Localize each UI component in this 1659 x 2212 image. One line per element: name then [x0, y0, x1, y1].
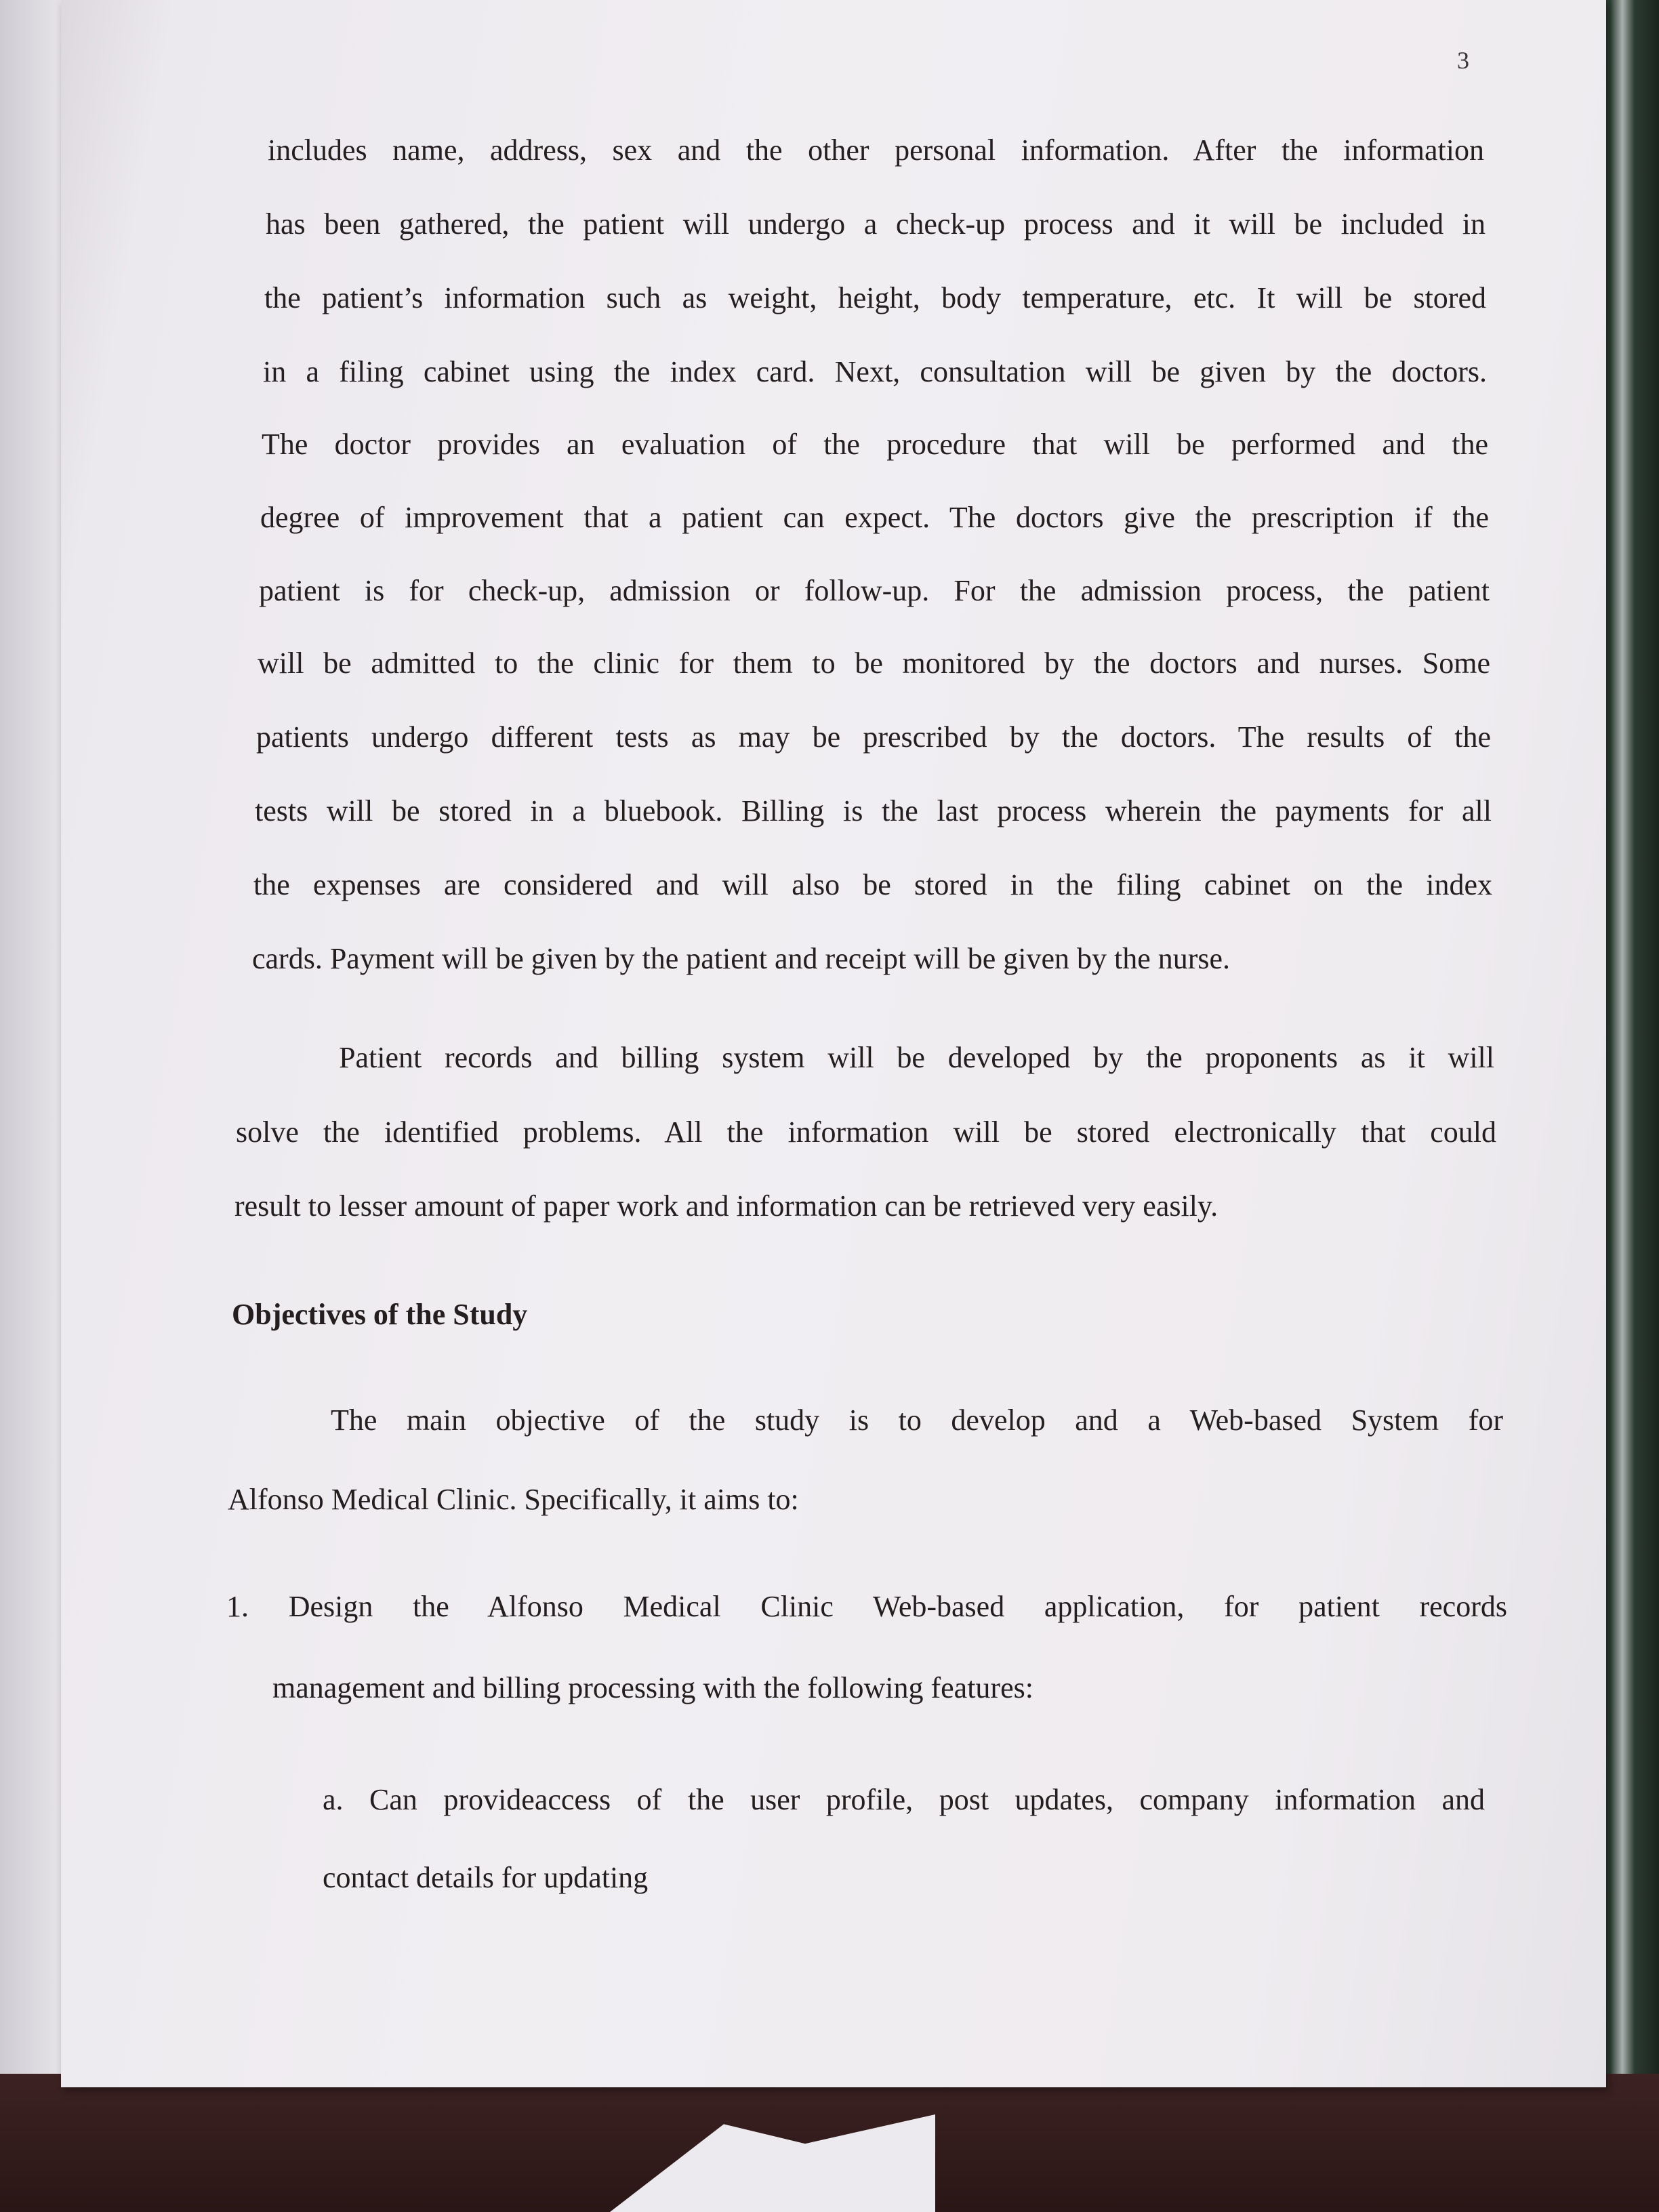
page-number: 3 — [1457, 47, 1469, 74]
paragraph-line: the expenses are considered and will also be stored in the filing cabinet on the index — [253, 868, 1492, 901]
paragraph-line: Patient records and billing system will be developed by the proponents as it will — [339, 1041, 1494, 1074]
paragraph-line: includes name, address, sex and the other personal information. After the information — [268, 134, 1484, 167]
paragraph-line: solve the identified problems. All the information will be stored electronically that could — [236, 1115, 1496, 1149]
section-heading: Objectives of the Study — [232, 1298, 528, 1331]
paragraph-line: Alfonso Medical Clinic. Specifically, it aims to: — [228, 1483, 799, 1516]
paragraph-line: The doctor provides an evaluation of the procedure that will be performed and the — [262, 428, 1488, 461]
paragraph-line: the patient’s information such as weight, height, body temperature, etc. It will be stored — [264, 281, 1486, 314]
paragraph-line: The main objective of the study is to develop and a Web-based System for — [331, 1404, 1503, 1437]
paragraph-line: tests will be stored in a bluebook. Billing is the last process wherein the payments for all — [255, 794, 1492, 827]
document-page — [61, 0, 1606, 2087]
paragraph-line: result to lesser amount of paper work and information can be retrieved very easily. — [234, 1189, 1218, 1223]
list-item: 1. Design the Alfonso Medical Clinic Web-based application, for patient records — [226, 1590, 1507, 1623]
paragraph-line: will be admitted to the clinic for them to be monitored by the doctors and nurses. Some — [258, 647, 1490, 680]
sub-list-item: a. Can provideaccess of the user profile, post updates, company information and — [323, 1783, 1485, 1816]
paragraph-line: patient is for check-up, admission or follow-up. For the admission process, the patient — [259, 574, 1490, 607]
paragraph-line: patients undergo different tests as may be prescribed by the doctors. The results of the — [256, 720, 1491, 754]
sub-list-item-continuation: contact details for updating — [323, 1861, 649, 1894]
list-item-continuation: management and billing processing with the following features: — [272, 1671, 1033, 1704]
paragraph-line: degree of improvement that a patient can expect. The doctors give the prescription if the — [260, 501, 1489, 534]
paragraph-line: in a filing cabinet using the index card. Next, consultation will be given by the doctors. — [263, 355, 1487, 388]
paragraph-line: has been gathered, the patient will undergo a check-up process and it will be included in — [266, 207, 1486, 241]
paragraph-line: cards. Payment will be given by the patient and receipt will be given by the nurse. — [252, 942, 1231, 975]
